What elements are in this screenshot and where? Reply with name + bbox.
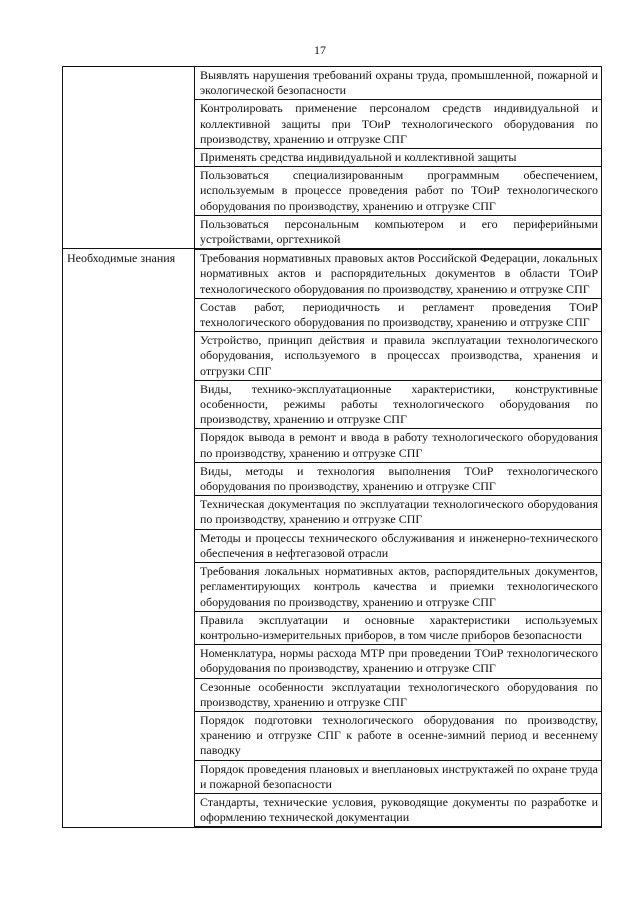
knowledge-item: Стандарты, технические условия, руководящие документы по разработке и оформлению технической документации [195, 793, 602, 827]
skill-item: Применять средства индивидуальной и коллективной защиты [195, 148, 602, 167]
knowledge-label: Необходимые знания [62, 248, 195, 827]
competency-table [62, 66, 602, 828]
skills-items [195, 66, 602, 249]
knowledge-items [195, 249, 602, 827]
knowledge-item: Виды, технико-эксплуатационные характеристики, конструктивные особенности, режимы работы технологического оборудования по производству, хранению и отгрузке СПГ [195, 380, 602, 430]
knowledge-item: Порядок проведения плановых и внеплановых инструктажей по охране труда и пожарной безопасности [195, 760, 602, 794]
knowledge-item: Требования локальных нормативных актов, распорядительных документов, регламентирующих контроль качества и приемки технологического оборудования по производству, хранению и отгрузке СПГ [195, 562, 602, 612]
knowledge-item: Правила эксплуатации и основные характеристики используемых контрольно-измерительных приборов, в том числе приборов безопасности [195, 611, 602, 645]
knowledge-item: Устройство, принцип действия и правила эксплуатации технологического оборудования, используемого в процессах производства, хранения и отгрузки СПГ [195, 331, 602, 381]
page-number: 17 [314, 43, 326, 57]
knowledge-item: Состав работ, периодичность и регламент проведения ТОиР технологического оборудования по производству, хранению и отгрузке СПГ [195, 298, 602, 332]
knowledge-item: Номенклатура, нормы расхода МТР при проведении ТОиР технологического оборудования по производству, хранению и отгрузке СПГ [195, 644, 602, 678]
skills-block [62, 66, 602, 249]
skills-label-cell [62, 66, 195, 249]
skill-item: Выявлять нарушения требований охраны труда, промышленной, пожарной и экологической безопасности [195, 66, 602, 100]
knowledge-item: Требования нормативных правовых актов Российской Федерации, локальных нормативных актов и распорядительных документов в области ТОиР технологического оборудования по производству, хранению и отгрузке СПГ [195, 249, 602, 299]
knowledge-item: Методы и процессы технического обслуживания и инженерно-технического обеспечения в нефтегазовой отрасли [195, 529, 602, 563]
knowledge-block [62, 249, 602, 828]
skill-item: Пользоваться персональным компьютером и его периферийными устройствами, оргтехникой [195, 215, 602, 249]
knowledge-item: Виды, методы и технология выполнения ТОиР технологического оборудования по производству, хранению и отгрузке СПГ [195, 462, 602, 496]
skill-item: Пользоваться специализированным программным обеспечением, используемым в процессе проведения работ по ТОиР технологического оборудования по производству, хранению и отгрузке СПГ [195, 166, 602, 216]
knowledge-item: Техническая документация по эксплуатации технологического оборудования по производству, хранению и отгрузке СПГ [195, 495, 602, 529]
knowledge-item: Порядок подготовки технологического оборудования по производству, хранению и отгрузке СПГ к работе в осенне-зимний период и весеннему паводку [195, 711, 602, 761]
skill-item: Контролировать применение персоналом средств индивидуальной и коллективной защиты при ТОиР технологического оборудования по производству, хранению и отгрузке СПГ [195, 99, 602, 149]
knowledge-item: Сезонные особенности эксплуатации технологического оборудования по производству, хранению и отгрузке СПГ [195, 678, 602, 712]
knowledge-item: Порядок вывода в ремонт и ввода в работу технологического оборудования по производству, хранению и отгрузке СПГ [195, 428, 602, 462]
